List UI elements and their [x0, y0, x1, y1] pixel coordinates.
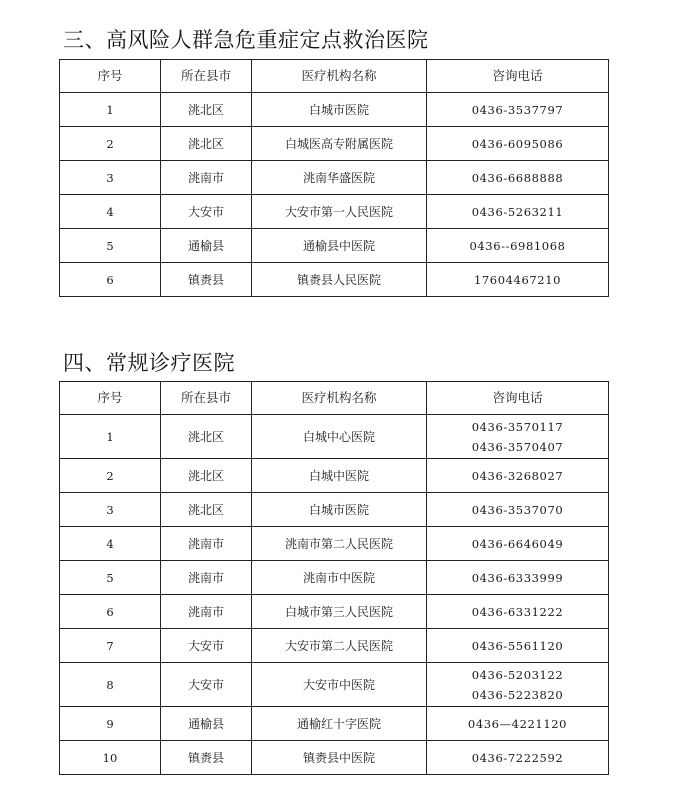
section4-table — [59, 381, 609, 775]
row-phone-number: 0436-3570117 — [471, 419, 564, 434]
row-phone-number: 0436-5223820 — [471, 687, 564, 702]
row-phone-number: 0436-6688888 — [471, 170, 564, 185]
table-row — [60, 263, 609, 297]
row-phone-number: 0436-3537797 — [471, 102, 564, 117]
row-institution-name: 镇赉县人民医院 — [252, 263, 427, 297]
row-index: 8 — [60, 663, 161, 707]
row-index: 1 — [60, 415, 161, 459]
row-county: 大安市 — [161, 663, 252, 707]
row-county: 洮南市 — [161, 161, 252, 195]
row-phone-cell — [427, 229, 609, 263]
row-county: 洮北区 — [161, 459, 252, 493]
row-county: 通榆县 — [161, 707, 252, 741]
header-index: 序号 — [60, 382, 161, 415]
table-row — [60, 127, 609, 161]
row-county: 洮南市 — [161, 595, 252, 629]
header-index: 序号 — [60, 60, 161, 93]
table-header-row — [60, 382, 609, 415]
row-phone-number: 0436-6333999 — [471, 570, 564, 585]
header-county: 所在县市 — [161, 382, 252, 415]
row-phone-cell — [427, 595, 609, 629]
row-institution-name: 大安市中医院 — [252, 663, 427, 707]
row-index: 10 — [60, 741, 161, 775]
row-institution-name: 镇赉县中医院 — [252, 741, 427, 775]
row-county: 镇赉县 — [161, 263, 252, 297]
row-index: 6 — [60, 595, 161, 629]
row-phone-cell — [427, 127, 609, 161]
row-institution-name: 白城市医院 — [252, 493, 427, 527]
row-county: 洮北区 — [161, 493, 252, 527]
header-institution: 医疗机构名称 — [252, 382, 427, 415]
row-phone-cell — [427, 663, 609, 707]
row-phone-number: 0436-3268027 — [471, 468, 564, 483]
table-row — [60, 93, 609, 127]
row-county: 镇赉县 — [161, 741, 252, 775]
row-county: 洮南市 — [161, 527, 252, 561]
row-phone-cell — [427, 707, 609, 741]
row-index: 7 — [60, 629, 161, 663]
row-index: 2 — [60, 127, 161, 161]
row-phone-cell — [427, 161, 609, 195]
row-index: 3 — [60, 493, 161, 527]
row-index: 6 — [60, 263, 161, 297]
row-phone-number: 0436-5263211 — [471, 204, 564, 219]
row-index: 9 — [60, 707, 161, 741]
row-institution-name: 通榆县中医院 — [252, 229, 427, 263]
row-index: 4 — [60, 195, 161, 229]
row-phone-number: 0436-3537070 — [471, 502, 564, 517]
table-row — [60, 561, 609, 595]
header-phone: 咨询电话 — [427, 60, 609, 93]
row-phone-number: 0436-5561120 — [471, 638, 564, 653]
row-index: 5 — [60, 561, 161, 595]
table-row — [60, 629, 609, 663]
row-institution-name: 白城中医院 — [252, 459, 427, 493]
row-county: 通榆县 — [161, 229, 252, 263]
table-row — [60, 229, 609, 263]
table-row — [60, 527, 609, 561]
section3-heading: 三、高风险人群急危重症定点救治医院 — [63, 28, 429, 52]
header-phone: 咨询电话 — [427, 382, 609, 415]
table-row — [60, 493, 609, 527]
row-phone-cell — [427, 93, 609, 127]
row-institution-name: 白城中心医院 — [252, 415, 427, 459]
header-county: 所在县市 — [161, 60, 252, 93]
row-county: 大安市 — [161, 195, 252, 229]
section3-table — [59, 59, 609, 297]
row-phone-cell — [427, 415, 609, 459]
table-header-row — [60, 60, 609, 93]
section4-heading: 四、常规诊疗医院 — [63, 351, 235, 375]
row-county: 洮北区 — [161, 415, 252, 459]
row-phone-cell — [427, 263, 609, 297]
row-phone-cell — [427, 527, 609, 561]
table-row — [60, 415, 609, 459]
table-row — [60, 459, 609, 493]
row-institution-name: 白城医高专附属医院 — [252, 127, 427, 161]
table-row — [60, 707, 609, 741]
row-phone-number: 0436-6331222 — [471, 604, 564, 619]
row-index: 4 — [60, 527, 161, 561]
row-phone-cell — [427, 629, 609, 663]
row-institution-name: 洮南华盛医院 — [252, 161, 427, 195]
row-index: 2 — [60, 459, 161, 493]
row-phone-number: 17604467210 — [473, 272, 562, 287]
row-institution-name: 通榆红十字医院 — [252, 707, 427, 741]
row-institution-name: 大安市第二人民医院 — [252, 629, 427, 663]
row-phone-cell — [427, 195, 609, 229]
header-institution: 医疗机构名称 — [252, 60, 427, 93]
table-row — [60, 195, 609, 229]
row-county: 洮南市 — [161, 561, 252, 595]
row-county: 洮北区 — [161, 127, 252, 161]
row-phone-number: 0436—4221120 — [467, 716, 568, 731]
row-phone-cell — [427, 493, 609, 527]
table-row — [60, 595, 609, 629]
row-phone-number: 0436-5203122 — [471, 667, 564, 682]
row-institution-name: 白城市第三人民医院 — [252, 595, 427, 629]
row-index: 5 — [60, 229, 161, 263]
row-institution-name: 洮南市中医院 — [252, 561, 427, 595]
row-institution-name: 洮南市第二人民医院 — [252, 527, 427, 561]
row-phone-number: 0436--6981068 — [469, 238, 566, 253]
row-institution-name: 白城市医院 — [252, 93, 427, 127]
row-county: 大安市 — [161, 629, 252, 663]
row-county: 洮北区 — [161, 93, 252, 127]
row-phone-number: 0436-3570407 — [471, 439, 564, 454]
row-phone-cell — [427, 561, 609, 595]
row-phone-number: 0436-6095086 — [471, 136, 564, 151]
row-phone-cell — [427, 741, 609, 775]
table-row — [60, 161, 609, 195]
table-row — [60, 741, 609, 775]
row-phone-cell — [427, 459, 609, 493]
row-institution-name: 大安市第一人民医院 — [252, 195, 427, 229]
row-index: 1 — [60, 93, 161, 127]
row-index: 3 — [60, 161, 161, 195]
table-row — [60, 663, 609, 707]
row-phone-number: 0436-6646049 — [471, 536, 564, 551]
row-phone-number: 0436-7222592 — [471, 750, 564, 765]
